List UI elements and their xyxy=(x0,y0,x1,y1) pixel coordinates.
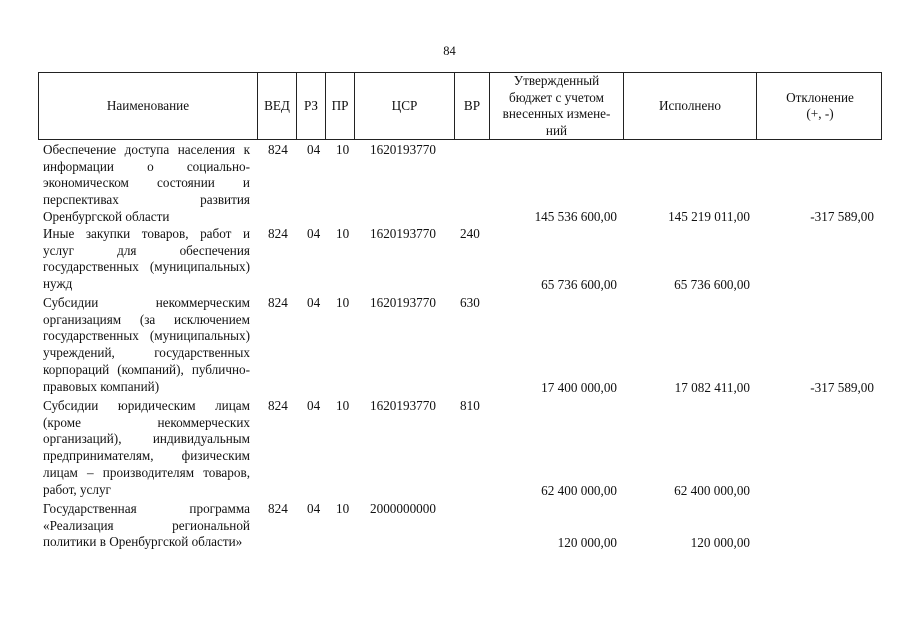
header-name: Наименование xyxy=(106,97,190,113)
row-ved: 824 xyxy=(268,226,288,241)
header-vr: ВР xyxy=(454,73,489,139)
row-pr: 10 xyxy=(336,398,350,413)
row-csr: 2000000000 xyxy=(370,501,436,516)
row-rz: 04 xyxy=(307,501,321,516)
row-vr: 810 xyxy=(460,398,480,413)
header-rz: РЗ xyxy=(296,73,325,139)
row-deviation: -317 589,00 xyxy=(810,209,874,224)
header-ved: ВЕД xyxy=(257,73,296,139)
header-executed: Исполнено xyxy=(623,73,756,139)
row-name: Субсидии юридическим лицам (кроме некоммерческих организаций), индивидуальным предпринимателям, физическим лицам – производителям товаров, работ, услуг xyxy=(43,398,250,497)
header-approved: Утвержденный бюджет с учетом внесенных измене- ний xyxy=(489,73,623,139)
header-deviation: Отклонение (+, -) xyxy=(756,73,883,139)
page-number: 84 xyxy=(443,44,456,58)
row-csr: 1620193770 xyxy=(370,398,436,413)
row-pr: 10 xyxy=(336,501,350,516)
row-rz: 04 xyxy=(307,398,321,413)
row-approved: 17 400 000,00 xyxy=(541,380,617,395)
row-rz: 04 xyxy=(307,142,321,157)
row-ved: 824 xyxy=(268,501,288,516)
row-executed: 120 000,00 xyxy=(690,535,750,550)
row-rz: 04 xyxy=(307,295,321,310)
row-ved: 824 xyxy=(268,295,288,310)
row-name: Субсидии некоммерческим организациям (за исключением государственных (муниципальных) учреждений, государственных корпораций (компаний), публично-правовых компаний) xyxy=(43,295,250,394)
row-approved: 120 000,00 xyxy=(557,535,617,550)
row-vr: 240 xyxy=(460,226,480,241)
row-vr: 630 xyxy=(460,295,480,310)
row-rz: 04 xyxy=(307,226,321,241)
table-header xyxy=(38,72,882,140)
row-executed: 62 400 000,00 xyxy=(674,483,750,498)
row-csr: 1620193770 xyxy=(370,142,436,157)
row-executed: 65 736 600,00 xyxy=(674,277,750,292)
row-ved: 824 xyxy=(268,142,288,157)
row-approved: 65 736 600,00 xyxy=(541,277,617,292)
row-executed: 145 219 011,00 xyxy=(668,209,750,224)
row-approved: 145 536 600,00 xyxy=(534,209,617,224)
row-ved: 824 xyxy=(268,398,288,413)
row-pr: 10 xyxy=(336,142,350,157)
row-pr: 10 xyxy=(336,226,350,241)
row-approved: 62 400 000,00 xyxy=(541,483,617,498)
row-executed: 17 082 411,00 xyxy=(674,380,750,395)
row-name: Государственная программа «Реализация региональной политики в Оренбургской области» xyxy=(43,501,250,550)
header-pr: ПР xyxy=(325,73,354,139)
header-csr: ЦСР xyxy=(354,73,454,139)
row-pr: 10 xyxy=(336,295,350,310)
row-deviation: -317 589,00 xyxy=(810,380,874,395)
row-csr: 1620193770 xyxy=(370,226,436,241)
row-name: Обеспечение доступа населения к информации о социально-экономическом состоянии и перспективах развития Оренбургской области xyxy=(43,142,250,224)
row-name: Иные закупки товаров, работ и услуг для обеспечения государственных (муниципальных) нужд xyxy=(43,226,250,292)
row-csr: 1620193770 xyxy=(370,295,436,310)
